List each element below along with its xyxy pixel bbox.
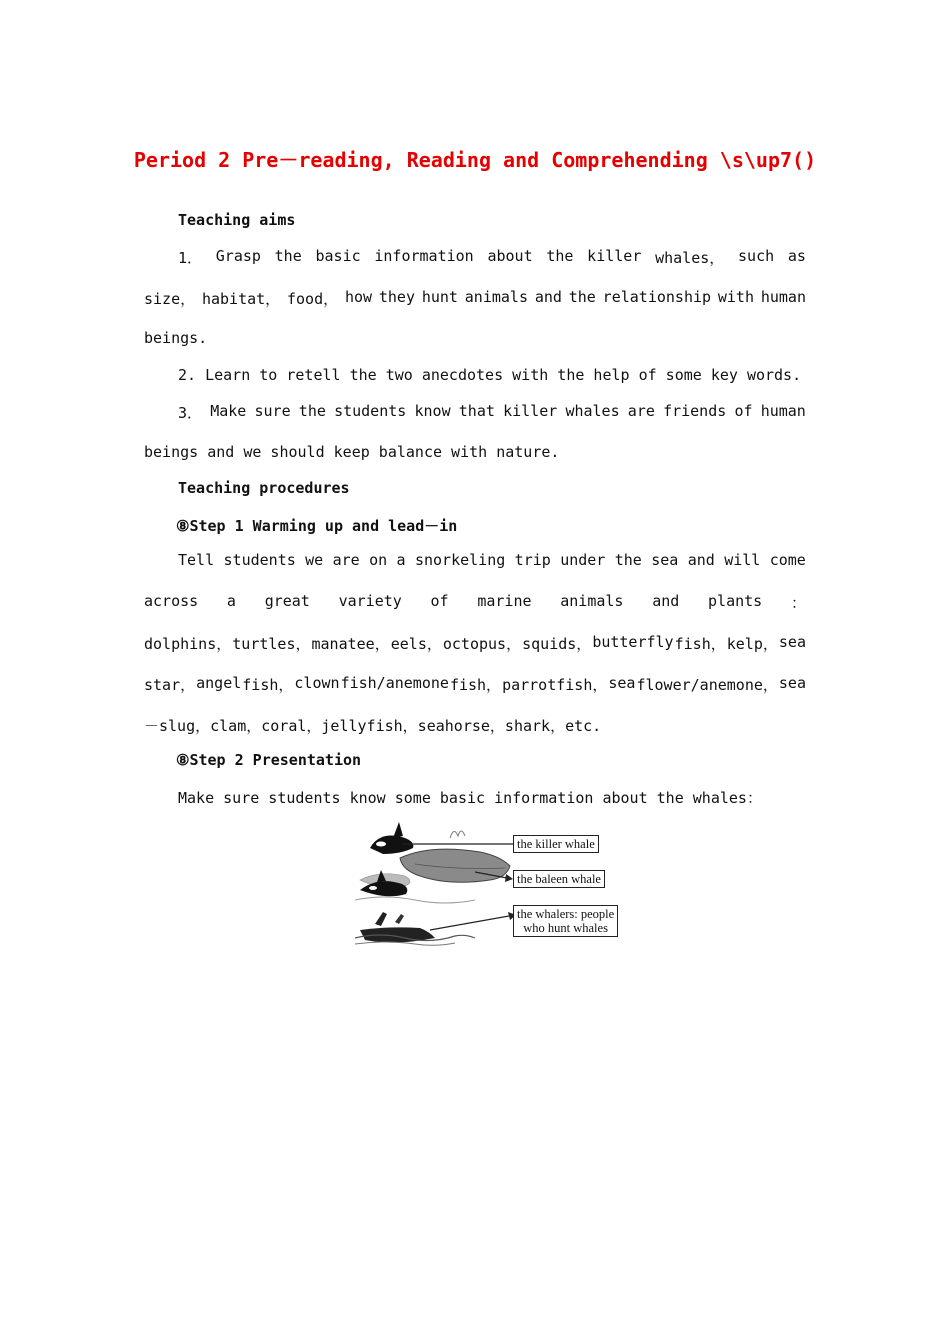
word: plants (708, 592, 763, 610)
word: that (458, 402, 495, 420)
word: the (298, 402, 326, 420)
word: Make (210, 402, 247, 420)
word: students (223, 551, 296, 569)
word: know (414, 402, 451, 420)
word: whales (565, 402, 620, 420)
aim1-line3: beings. (144, 329, 208, 347)
word: size， (144, 290, 196, 308)
whalers-label-line2: who hunt whales (523, 921, 608, 935)
whalers-label-line1: the whalers: people (517, 907, 615, 921)
step1-line2 (144, 592, 806, 613)
step2-line1: Make sure students know some basic information about the whales： (178, 789, 762, 807)
word: ： (790, 594, 806, 612)
teaching-aims-heading: Teaching aims (178, 211, 296, 229)
word: friends (663, 402, 727, 420)
word: octopus， (442, 635, 522, 653)
whalers-label (513, 905, 618, 937)
word: with (717, 288, 754, 306)
step1-line3 (144, 633, 806, 654)
page-title: Period 2 Pre－reading, Reading and Comprehending \s\up7() (133, 148, 817, 172)
word: angel (196, 674, 242, 692)
word: human (760, 402, 806, 420)
word: butterfly (592, 633, 674, 651)
word: across (144, 592, 199, 610)
word: parrotfish， (502, 676, 608, 694)
word: basic (315, 247, 361, 265)
word: marine (477, 592, 532, 610)
word: animals (464, 288, 528, 306)
word: of (430, 592, 449, 610)
word: we (305, 551, 324, 569)
word: sea (778, 633, 806, 651)
word: and (652, 592, 680, 610)
word: trip (514, 551, 551, 569)
word: snorkeling (414, 551, 506, 569)
word: food， (287, 290, 339, 308)
word: dolphins， (144, 635, 232, 653)
word: human (760, 288, 806, 306)
word: a (396, 551, 406, 569)
word: sure (254, 402, 291, 420)
word: such (738, 247, 775, 265)
word: eels， (390, 635, 442, 653)
baleen-whale-label: the baleen whale (513, 870, 605, 888)
word: great (264, 592, 310, 610)
word: and (687, 551, 715, 569)
teaching-procedures-heading: Teaching procedures (178, 479, 350, 497)
word: on (369, 551, 388, 569)
killer-whale-label: the killer whale (513, 835, 599, 853)
word: and (534, 288, 562, 306)
aim3-line2: beings and we should keep balance with nature. (144, 443, 560, 461)
aim3-line1 (178, 402, 806, 423)
word: a (226, 592, 236, 610)
word: 3． (178, 404, 203, 422)
word: Grasp (215, 247, 261, 265)
word: animals (560, 592, 624, 610)
word: sea (651, 551, 679, 569)
word: they (378, 288, 415, 306)
word: fish， (674, 635, 726, 653)
word: kelp， (726, 635, 778, 653)
word: information (374, 247, 474, 265)
word: the (568, 288, 596, 306)
word: fish， (449, 676, 502, 694)
word: relationship (602, 288, 712, 306)
word: students (334, 402, 407, 420)
whale-figure (355, 820, 630, 948)
word: fish/anemone (340, 674, 449, 692)
word: how (344, 288, 373, 306)
word: of (734, 402, 753, 420)
word: the (614, 551, 642, 569)
step2-heading: ⑧Step 2 Presentation (176, 751, 362, 769)
word: manatee， (311, 635, 390, 653)
step1-heading: ⑧Step 1 Warming up and lead－in (176, 517, 458, 535)
word: the (546, 247, 574, 265)
word: killer (503, 402, 558, 420)
word: are (627, 402, 655, 420)
word: turtles， (232, 635, 311, 653)
word: killer (587, 247, 642, 265)
word: as (787, 247, 806, 265)
word: habitat， (201, 290, 281, 308)
word: are (332, 551, 360, 569)
word: will (724, 551, 761, 569)
word: variety (338, 592, 402, 610)
word: fish， (242, 676, 294, 694)
step1-line5: －slug，clam，coral，jellyfish，seahorse，shark，etc. (144, 717, 602, 735)
aim1-line2 (144, 288, 806, 309)
step1-line4 (144, 674, 806, 695)
word: flower/anemone， (636, 676, 778, 694)
word: squids， (522, 635, 592, 653)
word: hunt (421, 288, 458, 306)
word: Tell (178, 551, 215, 569)
aim1-line1 (178, 247, 806, 268)
word: about (487, 247, 533, 265)
word: come (769, 551, 806, 569)
word: star， (144, 676, 196, 694)
word: clown (294, 674, 340, 692)
word: under (560, 551, 606, 569)
aim2: 2. Learn to retell the two anecdotes with the help of some key words. (178, 366, 802, 384)
word: sea (608, 674, 636, 692)
word: the (274, 247, 302, 265)
word: 1． (178, 249, 203, 267)
word: sea (778, 674, 806, 692)
word: whales， (655, 249, 725, 267)
step1-line1 (178, 551, 806, 569)
